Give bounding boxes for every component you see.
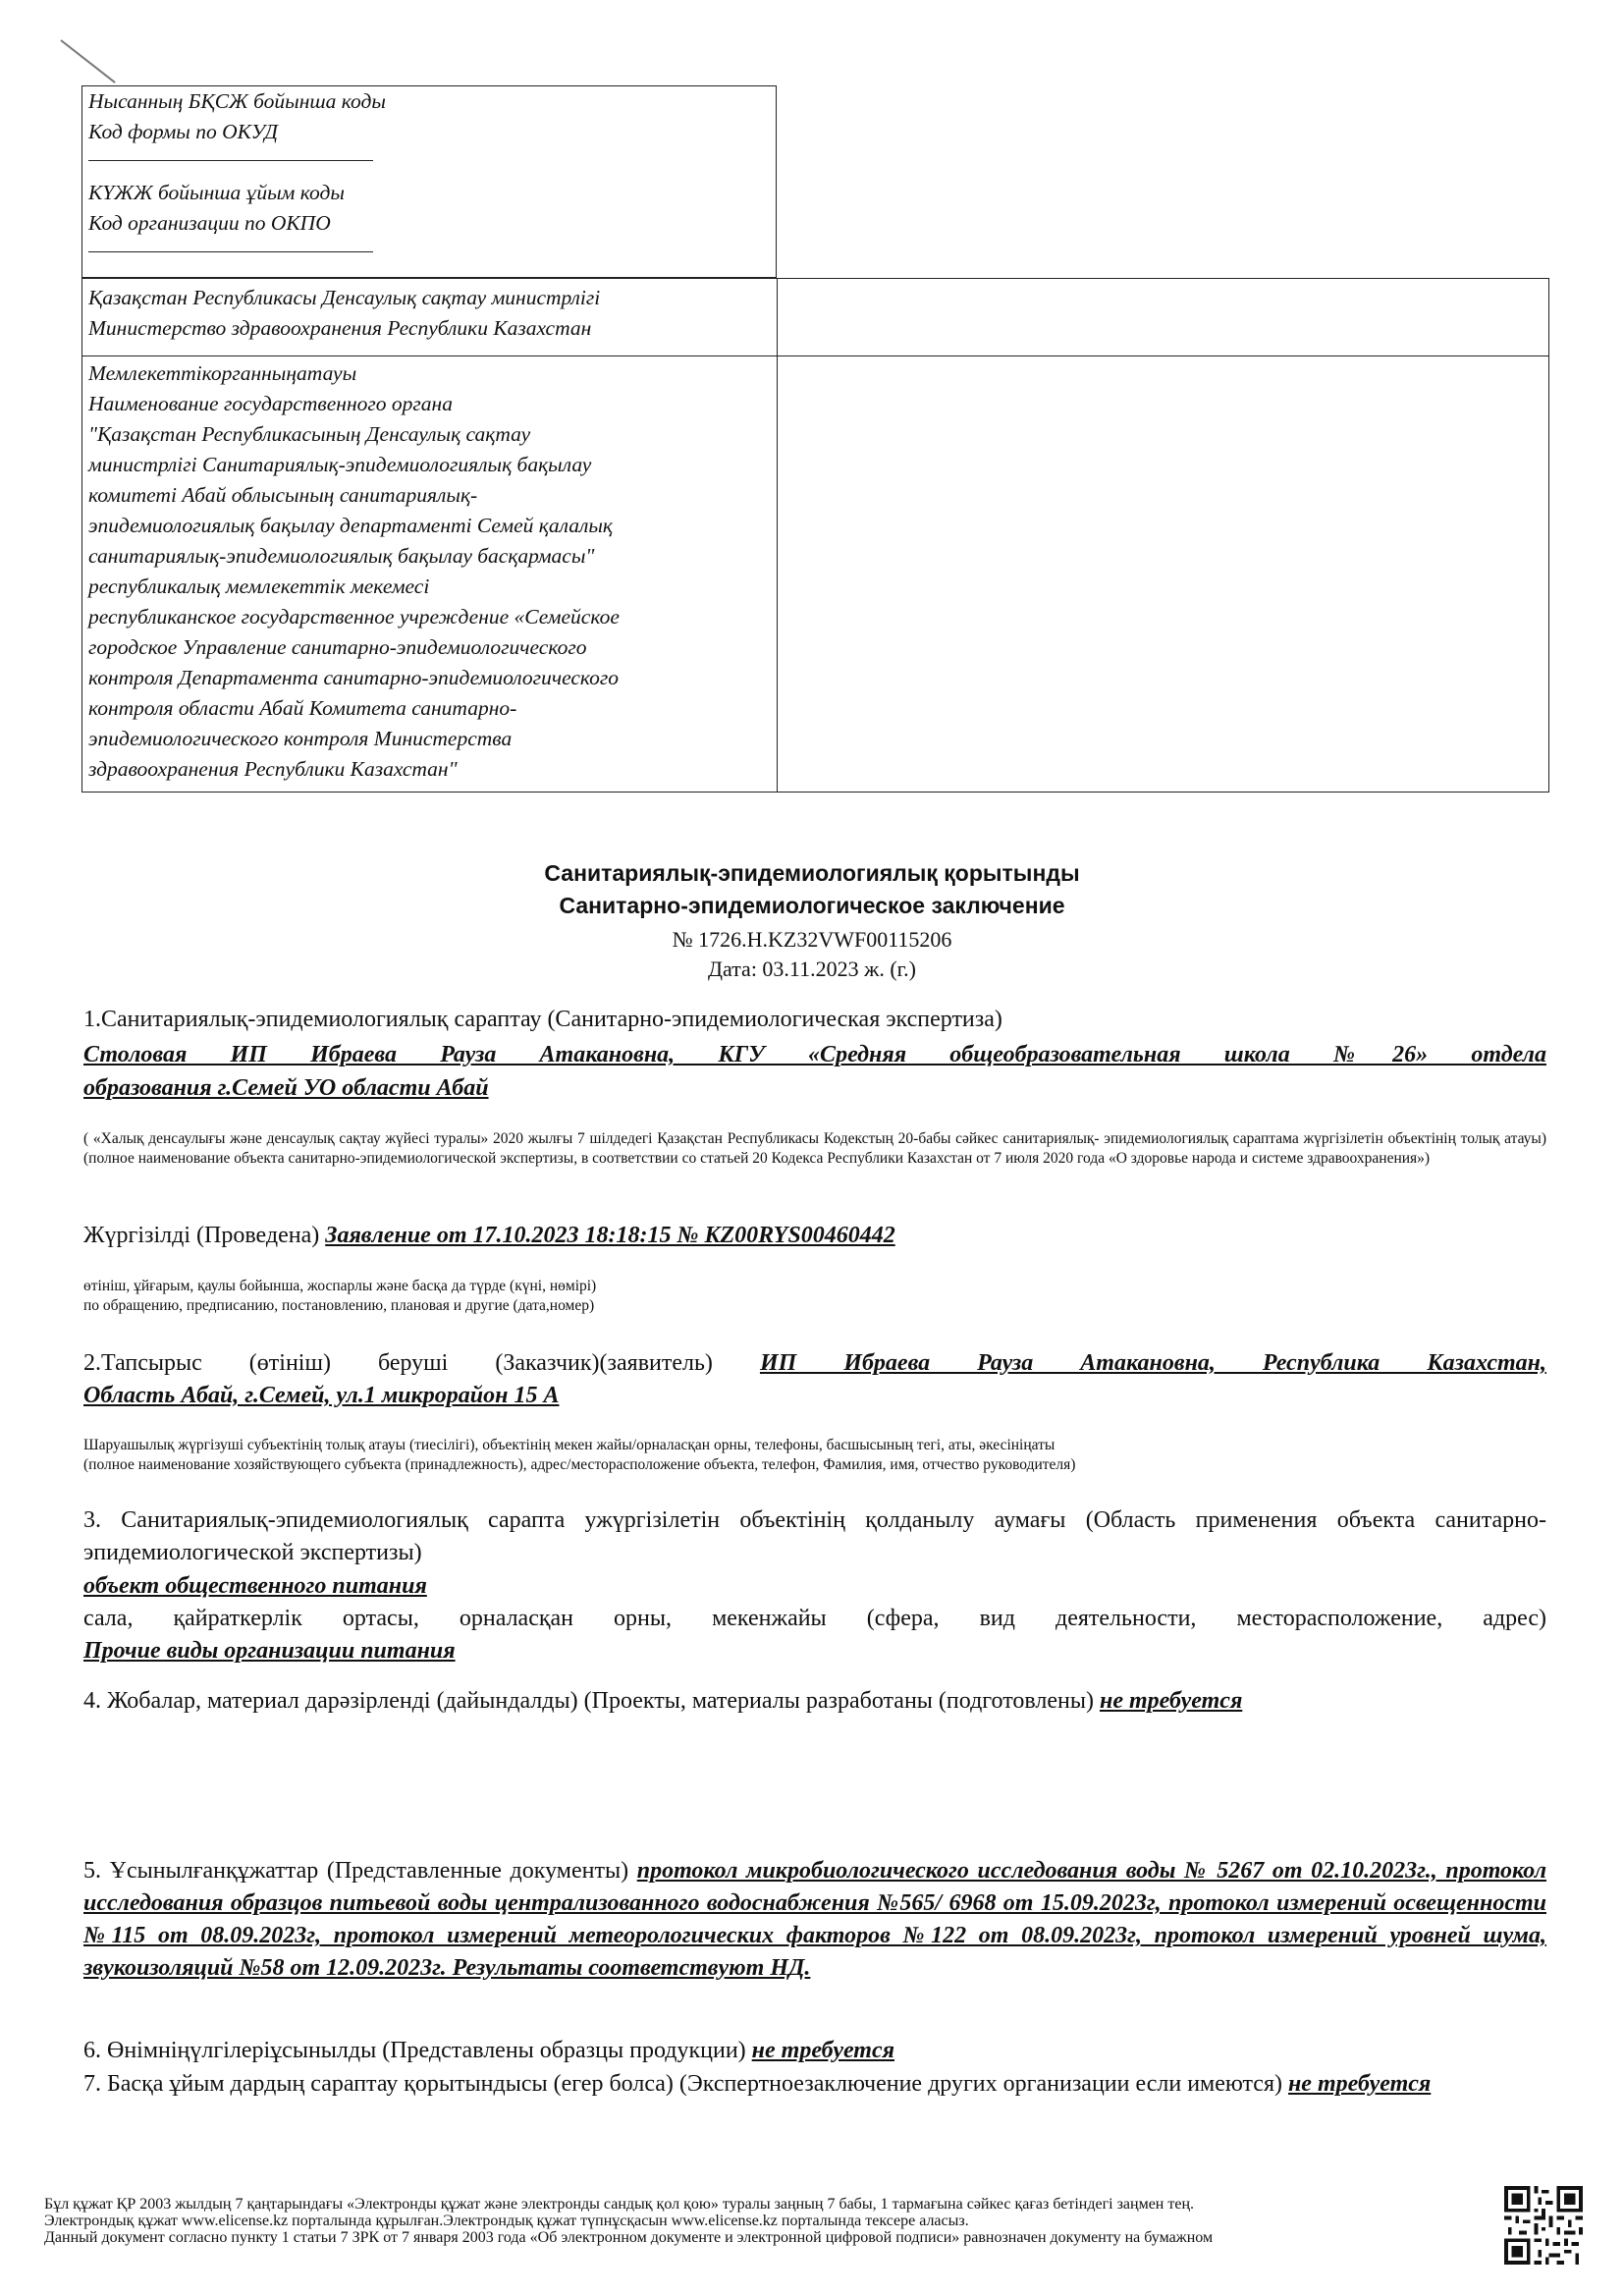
section2-value-part1: ИП Ибраева Рауза Атакановна, Республика Казахстан, [759,1350,1547,1376]
okud-label-ru: Код формы по ОКУД [88,120,278,143]
document-number: № 1726.H.KZ32VWF00115206 [672,927,952,952]
okud-underline [88,147,770,178]
conducted-value: Заявление от 17.10.2023 18:18:15 № KZ00RYS00460442 [325,1223,895,1248]
conducted-note-kz: өтініш, ұйғарым, қаулы бойынша, жоспарлы және басқа да түрде (күні, нөмірі) [83,1278,597,1294]
section2-label: 2.Тапсырыс (өтініш) беруші (Заказчик)(заявитель) [83,1350,713,1376]
section3-value1: объект общественного питания [83,1573,427,1599]
section5-label: 5. Ұсынылғанқұжаттар (Представленные документы) [83,1858,629,1884]
okpo-label-ru: Код организации по ОКПО [88,211,331,235]
organ-line: республикалық мемлекеттік мекемесі [88,574,430,598]
organ-line: министрлігі Санитариялық-эпидемиологиялық бақылау [88,453,592,476]
conducted-label: Жүргізілді (Проведена) [83,1223,320,1248]
ministry-box [81,278,1549,356]
organ-line: Мемлекеттікорганныңатауы [88,361,357,385]
section6-row [83,2035,1546,2067]
section2-row [83,1347,1546,1380]
section3-label2: сала, қайраткерлік ортасы, орналасқан орны, мекенжайы (сфера, вид деятельности, месторасположение, адрес) [83,1606,1546,1631]
organ-line: контроля Департамента санитарно-эпидемиологического [88,666,619,689]
document-title-kz: Санитариялық-эпидемиологиялық қорытынды [544,860,1080,886]
section7-row [83,2068,1546,2101]
section4-value: не требуется [1100,1688,1243,1714]
qr-code-icon [1504,2186,1583,2265]
organ-line: республиканское государственное учреждение «Семейское [88,605,620,629]
section2-value-part2: Область Абай, г.Семей, ул.1 микрорайон 15 А [83,1383,560,1408]
conducted-row [83,1220,1546,1252]
organ-line: эпидемиологиялық бақылау департаменті Семей қалалық [88,514,613,537]
form-code-box [81,85,777,278]
organ-line: эпидемиологического контроля Министерства [88,727,513,750]
document-date: Дата: 03.11.2023 ж. (г.) [707,957,917,981]
section1-note: ( «Халық денсаулығы және денсаулық сақтау жүйесі туралы» 2020 жылғы 7 шілдедегі Қазақстан Республикасы Кодекстың 20-бабы сәйкес санитариялық- эпидемиологиялық сараптама жүргізілетін объектінің толық атауы) (полное наименование объекта санитарно-эпидемиологической экспертизы, в соответствии со статьей 20 Кодекса Республики Казахстан от 7 июля 2020 года «О здоровье народа и системе здравоохранения») [83,1130,1546,1167]
ministry-kz: Қазақстан Республикасы Денсаулық сақтау министрлігі [88,286,601,309]
section3-value2: Прочие виды организации питания [83,1638,456,1664]
okpo-underline [88,239,770,269]
okpo-label-kz: КҮЖЖ бойынша ұйым коды [88,181,345,204]
footer-line: Бұл құжат ҚР 2003 жылдың 7 қаңтарындағы «Электронды құжат және электронды сандық қол қою» туралы заңның 7 бабы, 1 тармағына сәйкес қағаз бетіндегі заңмен тең. [44,2196,1195,2213]
section7-label: 7. Басқа ұйым дардың сараптау қорытындысы (егер болса) (Экспертноезаключение других организации если имеются) [83,2071,1282,2097]
okud-label-kz: Нысанның БҚСЖ бойынша коды [88,89,386,113]
footer-line: Электрондық құжат www.elicense.kz порталында құрылған.Электрондық құжат түпнұсқасын www.elicense.kz порталында тексере аласыз. [44,2213,969,2229]
section4-row [83,1685,1546,1718]
section5-value: протокол микробиологического исследования воды № 5267 от 02.10.2023г., протокол исследования образцов питьевой воды централизованного водоснабжения №565/ 6968 от 15.09.2023г, протокол измерений освещенности №115 от 08.09.2023г, протокол измерений метеорологических факторов №122 от 08.09.2023г, протокол измерений уровней шума, звукоизоляций №58 от 12.09.2023г. Результаты соответствуют НД. [83,1858,1547,1981]
section1-value-line1: Столовая ИП Ибраева Рауза Атакановна, КГУ «Средняя общеобразовательная школа №26» отдела [83,1042,1546,1067]
section6-value: не требуется [751,2038,894,2063]
section2-note-ru: (полное наименование хозяйствующего субъекта (принадлежность), адрес/месторасположение объекта, телефон, Фамилия, имя, отчество руководителя) [83,1456,1076,1473]
fold-mark [60,39,115,83]
section3-label: 3. Санитариялық-эпидемиологиялық сарапта ужүргізілетін объектінің қолданылу аумағы (Область применения объекта санитарно-эпидемиологической экспертизы) [83,1507,1546,1565]
section6-label: 6. Өнімніңүлгілеріұсынылды (Представлены образцы продукции) [83,2038,746,2063]
document-title-ru: Санитарно-эпидемиологическое заключение [559,893,1065,918]
organ-box [81,355,1549,793]
section7-value: не требуется [1287,2071,1432,2097]
organ-line: городское Управление санитарно-эпидемиологического [88,635,587,659]
organ-line: комитеті Абай облысының санитариялық- [88,483,478,507]
organ-line: "Қазақстан Республикасының Денсаулық сақтау [88,422,531,446]
ministry-ru: Министерство здравоохранения Республики Казахстан [88,316,592,340]
footer-legal-note [44,2196,1478,2246]
section1-value-line2: образования г.Семей УО области Абай [83,1075,489,1101]
organ-line: санитариялық-эпидемиологиялық бақылау басқармасы" [88,544,595,568]
footer-line: Данный документ согласно пункту 1 статьи 7 ЗРК от 7 января 2003 года «Об электронном документе и электронной цифровой подписи» равнозначен документу на бумажном [44,2229,1214,2246]
section5-row [83,1855,1546,1985]
organ-line: Наименование государственного органа [88,392,453,415]
section1-label: 1.Санитариялық-эпидемиологиялық сараптау (Санитарно-эпидемиологическая экспертиза) [83,1007,1002,1032]
section4-label: 4. Жобалар, материал дарәзірленді (дайындалды) (Проекты, материалы разработаны (подготовлены) [83,1688,1094,1714]
organ-line: контроля области Абай Комитета санитарно- [88,696,517,720]
organ-line: здравоохранения Республики Казахстан" [88,757,458,781]
conducted-note-ru: по обращению, предписанию, постановлению, плановая и другие (дата,номер) [83,1297,595,1314]
section2-note-kz: Шаруашылық жүргізуші субъектінің толық атауы (тиесілігі), объектінің мекен жайы/орналасқан орны, телефоны, басшысының тегі, аты, әкесініңаты [83,1437,1056,1453]
